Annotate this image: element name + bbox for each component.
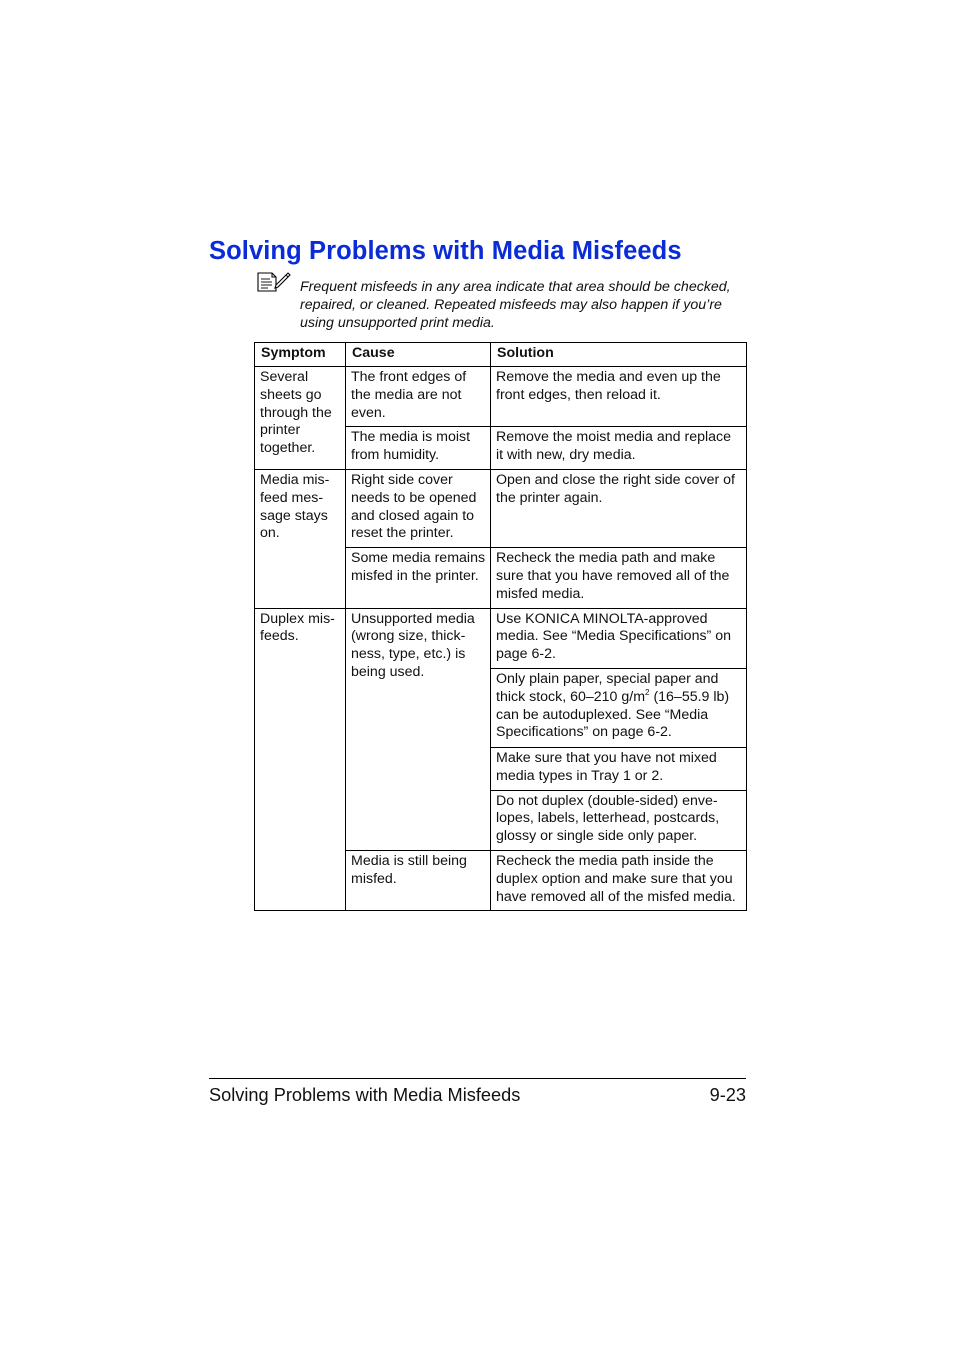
page-title: Solving Problems with Media Misfeeds xyxy=(209,237,682,265)
solution-cell: Open and close the right side cover of the printer again. xyxy=(491,469,747,547)
footer-divider xyxy=(209,1078,746,1079)
solution-cell: Recheck the media path and make sure that you have removed all of the misfed media. xyxy=(491,548,747,608)
note-text: Frequent misfeeds in any area indicate that area should be checked, repaired, or cleaned. Repeated misfeeds may also happen if you’re using unsupported print media. xyxy=(300,279,731,331)
cause-cell: Right side cover needs to be opened and closed again to reset the printer. xyxy=(346,469,491,547)
superscript: 2 xyxy=(645,687,650,697)
symptom-cell: Duplex mis-feeds. xyxy=(255,608,346,911)
solution-cell: Remove the media and even up the front edges, then reload it. xyxy=(491,367,747,427)
column-header-cause: Cause xyxy=(346,343,491,367)
cause-cell: The media is moist from humidity. xyxy=(346,427,491,470)
troubleshooting-table xyxy=(254,342,747,911)
solution-text: Only plain paper, special paper and thick stock, 60–210 g/m xyxy=(496,670,719,705)
table-row xyxy=(255,469,747,547)
solution-cell: Make sure that you have not mixed media types in Tray 1 or 2. xyxy=(491,747,747,790)
solution-text: (16–55.9 lb) can be autoduplexed. See “Media Specifications” on page 6-2. xyxy=(496,688,730,741)
table-row xyxy=(255,608,747,668)
page-number: 9-23 xyxy=(709,1085,746,1105)
footer-title: Solving Problems with Media Misfeeds xyxy=(209,1085,521,1105)
column-header-solution: Solution xyxy=(491,343,747,367)
cause-cell: The front edges of the media are not even. xyxy=(346,367,491,427)
cause-cell: Unsupported media (wrong size, thick-ness, type, etc.) is being used. xyxy=(346,608,491,850)
note-pencil-icon xyxy=(255,270,291,294)
symptom-cell: Several sheets go through the printer together. xyxy=(255,367,346,470)
solution-cell: Use KONICA MINOLTA-approved media. See “Media Specifications” on page 6-2. xyxy=(491,608,747,668)
column-header-symptom: Symptom xyxy=(255,343,346,367)
table-row xyxy=(255,367,747,427)
cause-cell: Media is still being misfed. xyxy=(346,850,491,910)
solution-cell: Do not duplex (double-sided) enve-lopes, labels, letterhead, postcards, glossy or single side only paper. xyxy=(491,790,747,850)
solution-cell: Recheck the media path inside the duplex option and make sure that you have removed all of the misfed media. xyxy=(491,850,747,910)
table-header-row xyxy=(255,343,747,367)
solution-cell xyxy=(491,668,747,747)
solution-cell: Remove the moist media and replace it with new, dry media. xyxy=(491,427,747,470)
cause-cell: Some media remains misfed in the printer. xyxy=(346,548,491,608)
symptom-cell: Media mis-feed mes-sage stays on. xyxy=(255,469,346,608)
